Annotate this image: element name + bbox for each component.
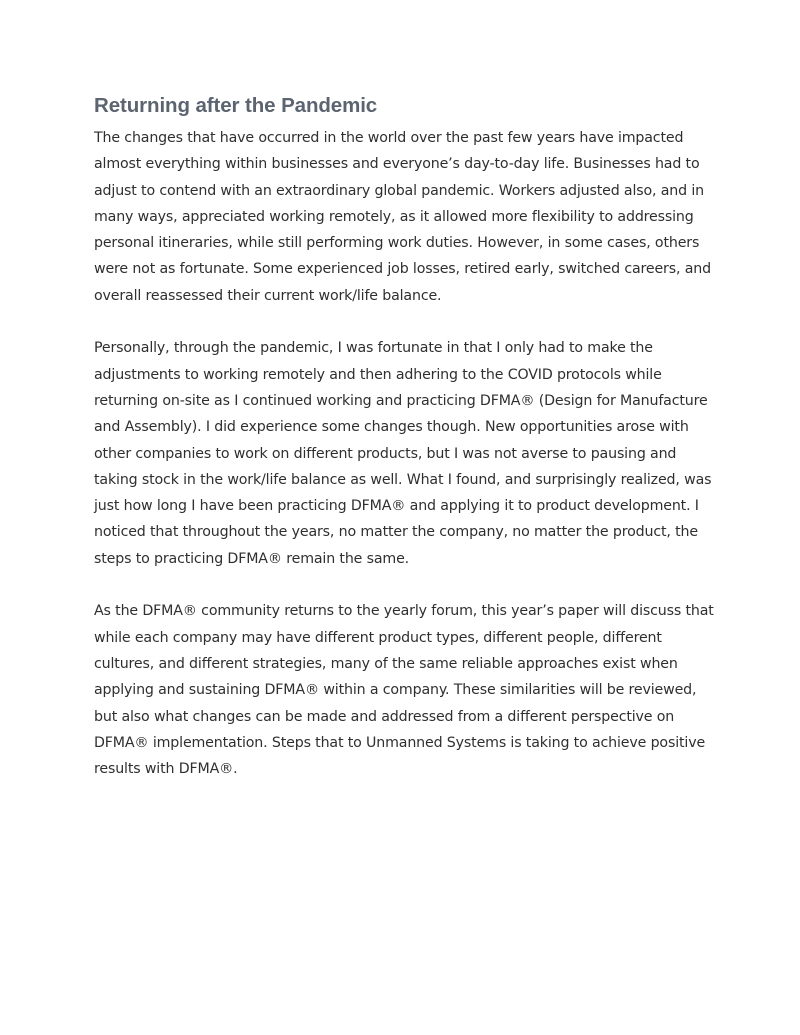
paragraph-2: Personally, through the pandemic, I was fortunate in that I only had to make the adjustments to working remotely and then adhering to the COVID protocols while returning on-site as I continued working and practicing DFMA® (Design for Manufacture and Assembly). I did experience some changes though. New opportunities arose with other companies to work on different products, but I was not averse to pausing and taking stock in the work/life balance as well. What I found, and surprisingly realized, was just how long I have been practicing DFMA® and applying it to product development. I noticed that throughout the years, no matter the company, no matter the product, the steps to practicing DFMA® remain the same. [94, 340, 712, 567]
paragraph-3: As the DFMA® community returns to the yearly forum, this year’s paper will discuss that while each company may have different product types, different people, different cultures, and different strategies, many of the same reliable approaches exist when applying and sustaining DFMA® within a company. These similarities will be reviewed, but also what changes can be made and addressed from a different perspective on DFMA® implementation. Steps that to Unmanned Systems is taking to achieve positive results with DFMA®. [94, 603, 714, 778]
paragraph-1: The changes that have occurred in the world over the past few years have impacted almost everything within businesses and everyone’s day-to-day life. Businesses had to adjust to contend with an extraordinary global pandemic. Workers adjusted also, and in many ways, appreciated working remotely, as it allowed more flexibility to addressing personal itineraries, while still performing work duties. However, in some cases, others were not as fortunate. Some experienced job losses, retired early, switched careers, and overall reassessed their current work/life balance. [94, 130, 711, 304]
document-page [94, 92, 714, 782]
section-heading: Returning after the Pandemic [94, 94, 378, 117]
